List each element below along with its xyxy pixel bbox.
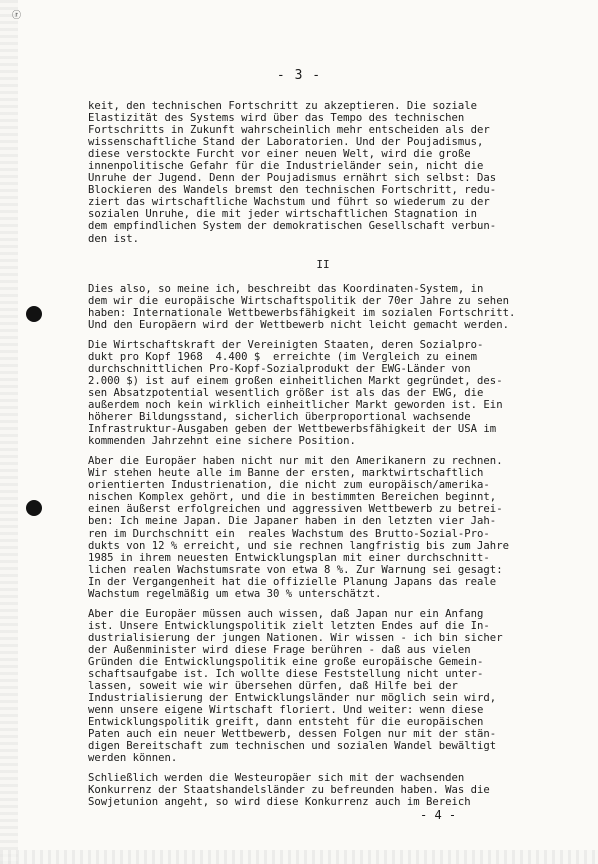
paragraph — [88, 608, 558, 765]
text-line: Gründen die Entwicklungspolitik eine große europäische Gemein- — [88, 655, 484, 668]
text-line: höherer Bildungsstand, sicherlich überproportional wachsende — [88, 411, 471, 424]
text-line: Unruhe der Jugend. Denn der Poujadismus ernährt sich selbst: Das — [88, 172, 497, 185]
text-line: sozialen Unruhe, die mit jeder wirtschaftlichen Stagnation in — [88, 208, 478, 221]
text-line: Wir stehen heute alle im Banne der ersten, marktwirtschaftlich — [88, 467, 484, 480]
text-line: Infrastruktur-Ausgaben geben der Wettbewerbsfähigkeit der USA im — [88, 423, 497, 436]
text-line: schaftsaufgabe ist. Ich wollte diese Feststellung nicht unter- — [88, 668, 484, 681]
text-line: Paten auch ein neuer Wettbewerb, dessen Folgen nur mit der stän- — [88, 728, 497, 741]
text-line: Industrialisierung der Entwicklungsländer nur möglich sein wird, — [88, 692, 497, 705]
paragraph — [88, 455, 558, 600]
paragraph-gap — [88, 447, 558, 455]
text-line: 1985 in ihrem neuesten Entwicklungsplan mit einer durchschnitt- — [88, 551, 490, 564]
text-line: durchschnittlichen Pro-Kopf-Sozialprodukt der EWG-Länder von — [88, 362, 471, 375]
text-line: orientierten Industrienation, die nicht zum europäisch/amerika- — [88, 479, 490, 492]
section-heading: II — [316, 257, 330, 271]
text-line: Wachstum regelmäßig um etwa 30 % unterschätzt. — [88, 587, 382, 600]
paragraph — [88, 100, 558, 245]
paragraph — [88, 283, 558, 331]
corner-mark: ⓡ — [12, 11, 22, 21]
text-line: haben: Internationale Wettbewerbsfähigkeit im sozialen Fortschritt. — [88, 306, 516, 319]
text-line: Aber die Europäer haben nicht nur mit den Amerikanern zu rechnen. — [88, 455, 503, 468]
text-line: den ist. — [88, 232, 140, 245]
text-line: lassen, soweit wie wir übersehen dürfen, daß Hilfe bei der — [88, 680, 458, 693]
text-line: Entwicklungspolitik greift, dann entsteht für die europäischen — [88, 716, 484, 729]
text-line: 2.000 $) ist auf einem großen einheitlichen Markt gegründet, des- — [88, 374, 503, 387]
scan-edge-bottom — [0, 850, 598, 864]
text-line: sen Absatzpotential wesentlich größer ist als das der EWG, die — [88, 386, 484, 399]
scan-edge-left — [0, 0, 18, 864]
text-line: Die Wirtschaftskraft der Vereinigten Staaten, deren Sozialpro- — [88, 338, 484, 351]
text-line: dem wir die europäische Wirtschaftspolitik der 70er Jahre zu sehen — [88, 294, 509, 307]
paragraph-gap — [88, 600, 558, 608]
paragraph — [88, 772, 558, 808]
page-number-top: - 3 - — [276, 68, 322, 83]
text-line: dukt pro Kopf 1968 4.400 $ erreichte (im Vergleich zu einem — [88, 350, 478, 363]
text-line: nischen Komplex gehört, und die in bestimmten Bereichen beginnt, — [88, 491, 497, 504]
body-text — [88, 100, 558, 809]
text-line: kommenden Jahrzehnt eine sichere Position. — [88, 435, 356, 448]
text-line: außerdem noch kein wirklich einheitlicher Markt geworden ist. Ein — [88, 399, 503, 412]
text-line: ben: Ich meine Japan. Die Japaner haben in den letzten vier Jah- — [88, 515, 497, 528]
text-line: Elastizität des Systems wird über das Tempo des technischen — [88, 112, 465, 125]
text-line: Dies also, so meine ich, beschreibt das Koordinaten-System, in — [88, 282, 484, 295]
text-line: digen Bereitschaft zum technischen und sozialen Wandel bewältigt — [88, 740, 497, 753]
text-line: ren im Durchschnitt ein reales Wachstum des Brutto-Sozial-Pro- — [88, 527, 490, 540]
text-line: diese verstockte Furcht vor einer neuen Welt, wird die große — [88, 148, 471, 161]
page-number-bottom: - 4 - — [420, 808, 457, 822]
text-line: Schließlich werden die Westeuropäer sich mit der wachsenden — [88, 772, 465, 785]
text-line: einen äußerst erfolgreichen und aggressiven Wettbewerb zu betrei- — [88, 503, 503, 516]
text-line: Aber die Europäer müssen auch wissen, daß Japan nur ein Anfang — [88, 607, 484, 620]
text-line: ziert das wirtschaftliche Wachstum und führt so wiederum zu der — [88, 196, 490, 209]
section-one — [88, 100, 558, 245]
text-line: wissenschaftliche Stand der Laboratorien. Und der Poujadismus, — [88, 136, 484, 149]
paragraph-gap — [88, 331, 558, 339]
text-line: wenn unsere eigene Wirtschaft floriert. Und weiter: wenn diese — [88, 704, 484, 717]
text-line: Sowjetunion angeht, so wird diese Konkurrenz auch im Bereich — [88, 796, 471, 809]
text-line: werden können. — [88, 752, 178, 765]
text-line: dem empfindlichen System der demokratischen Gesellschaft verbun- — [88, 220, 497, 233]
text-line: innenpolitische Gefahr für die Industrieländer sein, nicht die — [88, 160, 484, 173]
text-line: Blockieren des Wandels bremst den technischen Fortschritt, redu- — [88, 184, 497, 197]
text-line: keit, den technischen Fortschritt zu akzeptieren. Die soziale — [88, 100, 478, 112]
paragraph — [88, 339, 558, 447]
punch-hole-upper — [26, 306, 42, 322]
text-line: dukts von 12 % erreicht, und sie rechnen langfristig bis zum Jahre — [88, 539, 509, 552]
text-line: Konkurrenz der Staatshandelsländer zu befreunden haben. Was die — [88, 784, 490, 797]
punch-hole-lower — [26, 500, 42, 516]
paragraph-gap — [88, 764, 558, 772]
text-line: der Außenminister wird diese Frage berühren - daß aus vielen — [88, 643, 471, 656]
text-line: ist. Unsere Entwicklungspolitik zielt letzten Endes auf die In- — [88, 619, 490, 632]
text-line: dustrialisierung der jungen Nationen. Wir wissen - ich bin sicher — [88, 631, 503, 644]
text-line: lichen realen Wachstumsrate von etwa 8 %. Zur Warnung sei gesagt: — [88, 563, 503, 576]
text-line: Fortschritts in Zukunft wahrscheinlich mehr entscheiden als der — [88, 124, 490, 137]
section-two — [88, 283, 558, 809]
text-line: In der Vergangenheit hat die offizielle Planung Japans das reale — [88, 575, 497, 588]
text-line: Und den Europäern wird der Wettbewerb nicht leicht gemacht werden. — [88, 318, 509, 331]
